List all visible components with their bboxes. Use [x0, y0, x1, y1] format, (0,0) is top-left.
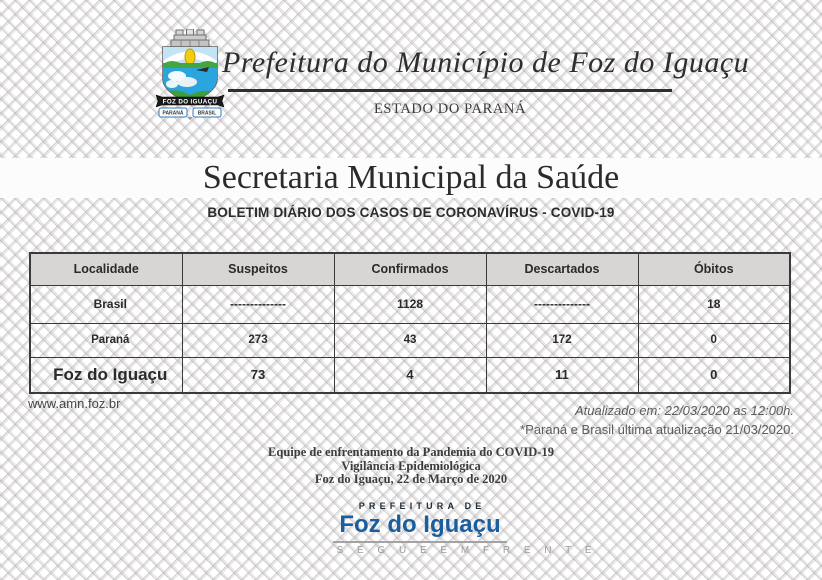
estado-subtitle: ESTADO DO PARANÁ — [373, 101, 527, 117]
team-line-2: Vigilância Epidemiológica — [341, 458, 481, 473]
header — [222, 46, 750, 118]
bulletin-heading: BOLETIM DIÁRIO DOS CASOS DE CORONAVÍRUS - COVID-19 — [207, 205, 615, 220]
secretariat-band — [0, 158, 822, 198]
cell-descartados: 11 — [486, 357, 638, 393]
shield-dome — [185, 49, 195, 65]
crest-banner — [156, 95, 224, 107]
header-divider — [228, 89, 672, 92]
website-url: www.amn.foz.br — [28, 396, 121, 411]
cell-descartados: -------------- — [486, 285, 638, 323]
cell-confirmados: 4 — [334, 357, 486, 393]
covid-cases-table — [29, 252, 791, 394]
updated-at-line: Atualizado em: 22/03/2020 as 12:00h. — [575, 403, 794, 418]
cell-suspeitos: -------------- — [182, 285, 334, 323]
update-info — [520, 402, 794, 439]
cell-suspeitos: 73 — [182, 357, 334, 393]
logo-divider — [333, 541, 507, 543]
cell-obitos: 0 — [638, 323, 790, 357]
col-header-localidade: Localidade — [30, 253, 182, 285]
prefeitura-logo — [331, 501, 597, 556]
table-row-foz-do-iguacu — [30, 357, 790, 393]
table-header-row — [30, 253, 790, 285]
logo-top-label: PREFEITURA DE — [358, 501, 486, 511]
cell-confirmados: 43 — [334, 323, 486, 357]
table-row-brasil — [30, 285, 790, 323]
cell-obitos: 18 — [638, 285, 790, 323]
crest-ribbon-parana: PARANÁ — [162, 110, 184, 117]
team-signature — [0, 446, 822, 487]
mural-crown-icon — [171, 29, 209, 47]
prefeitura-title: Prefeitura do Município de Foz do Iguaçu — [222, 46, 750, 79]
crest-ribbon-brasil: BRASIL — [197, 110, 217, 117]
row-label: Foz do Iguaçu — [30, 357, 182, 393]
shield-falls — [166, 80, 178, 88]
row-label: Brasil — [30, 285, 182, 323]
col-header-suspeitos: Suspeitos — [182, 253, 334, 285]
cell-suspeitos: 273 — [182, 323, 334, 357]
cell-obitos: 0 — [638, 357, 790, 393]
row-label: Paraná — [30, 323, 182, 357]
logo-slogan: S E G U E E M F R E N T E — [336, 545, 597, 556]
logo-city-name: Foz do Iguaçu — [339, 511, 501, 538]
cell-descartados: 172 — [486, 323, 638, 357]
col-header-obitos: Óbitos — [638, 253, 790, 285]
col-header-confirmados: Confirmados — [334, 253, 486, 285]
team-line-1: Equipe de enfrentamento da Pandemia do COVID-19 — [268, 445, 554, 459]
city-crest — [154, 29, 226, 121]
table-row-parana — [30, 323, 790, 357]
team-line-3: Foz do Iguaçu, 22 de Março de 2020 — [314, 472, 508, 486]
crest-banner-label: FOZ DO IGUAÇU — [162, 98, 218, 106]
crest-ribbons — [159, 108, 221, 120]
col-header-descartados: Descartados — [486, 253, 638, 285]
updated-note-line: *Paraná e Brasil última atualização 21/03/2020. — [520, 421, 794, 437]
secretariat-title: Secretaria Municipal da Saúde — [202, 159, 620, 196]
cell-confirmados: 1128 — [334, 285, 486, 323]
